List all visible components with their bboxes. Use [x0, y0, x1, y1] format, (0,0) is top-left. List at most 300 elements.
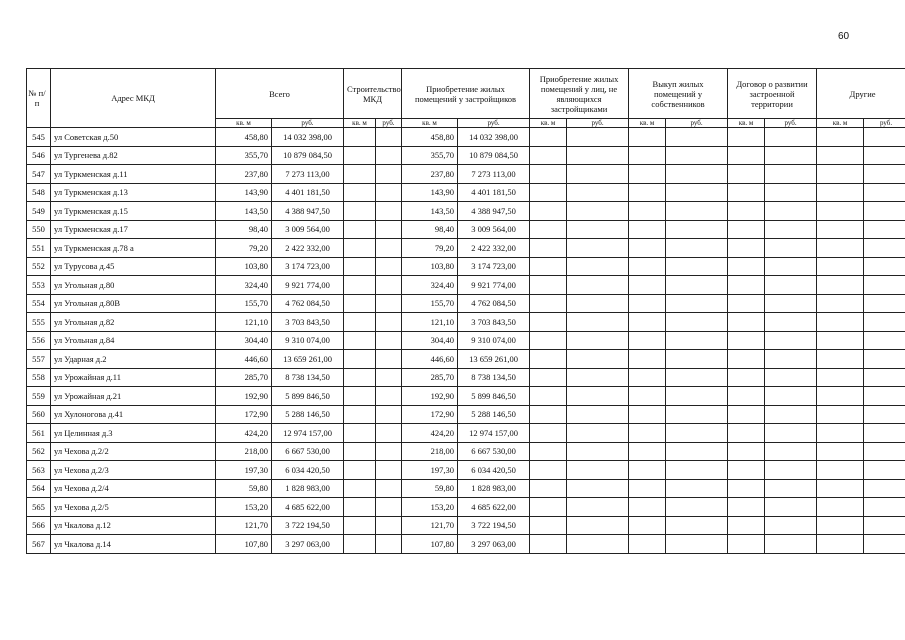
- row-address: ул Чкалова д.12: [51, 516, 216, 535]
- row-developer-rub: 4 388 947,50: [458, 202, 530, 221]
- row-nondeveloper-rub: [567, 257, 629, 276]
- row-address: ул Чехова д.2/3: [51, 461, 216, 480]
- unit-header: руб.: [666, 119, 728, 128]
- row-other-rub: [864, 442, 905, 461]
- row-total-area: 192,90: [216, 387, 272, 406]
- row-buyout-rub: [666, 368, 728, 387]
- row-nondeveloper-rub: [567, 128, 629, 147]
- row-contract-area: [728, 350, 765, 369]
- table-row: [27, 294, 905, 313]
- row-contract-area: [728, 498, 765, 517]
- row-other-area: [817, 183, 864, 202]
- row-nondeveloper-rub: [567, 461, 629, 480]
- row-buyout-area: [629, 202, 666, 221]
- row-total-area: 446,60: [216, 350, 272, 369]
- row-nondeveloper-rub: [567, 368, 629, 387]
- row-number: 557: [27, 350, 51, 369]
- row-construction-rub: [376, 350, 402, 369]
- row-construction-area: [344, 239, 376, 258]
- row-other-rub: [864, 294, 905, 313]
- row-developer-area: 446,60: [402, 350, 458, 369]
- row-contract-rub: [765, 294, 817, 313]
- header-no: № п/п: [27, 69, 51, 128]
- row-contract-area: [728, 331, 765, 350]
- row-total-rub: 9 921 774,00: [272, 276, 344, 295]
- row-total-rub: 4 685 622,00: [272, 498, 344, 517]
- row-developer-area: 121,70: [402, 516, 458, 535]
- row-buyout-rub: [666, 405, 728, 424]
- row-construction-rub: [376, 424, 402, 443]
- row-developer-rub: 6 667 530,00: [458, 442, 530, 461]
- row-total-area: 121,70: [216, 516, 272, 535]
- row-construction-rub: [376, 442, 402, 461]
- row-number: 551: [27, 239, 51, 258]
- row-developer-rub: 10 879 084,50: [458, 146, 530, 165]
- row-number: 558: [27, 368, 51, 387]
- row-other-rub: [864, 202, 905, 221]
- row-construction-area: [344, 276, 376, 295]
- row-address: ул Туркменская д.78 а: [51, 239, 216, 258]
- row-developer-rub: 3 297 063,00: [458, 535, 530, 554]
- row-developer-area: 237,80: [402, 165, 458, 184]
- row-other-rub: [864, 516, 905, 535]
- row-contract-rub: [765, 479, 817, 498]
- row-nondeveloper-area: [530, 424, 567, 443]
- row-buyout-rub: [666, 461, 728, 480]
- row-buyout-rub: [666, 146, 728, 165]
- row-total-area: 237,80: [216, 165, 272, 184]
- row-nondeveloper-area: [530, 165, 567, 184]
- row-developer-area: 197,30: [402, 461, 458, 480]
- page-number: 60: [838, 31, 850, 42]
- row-buyout-rub: [666, 516, 728, 535]
- row-nondeveloper-rub: [567, 146, 629, 165]
- table-row: [27, 220, 905, 239]
- row-nondeveloper-rub: [567, 276, 629, 295]
- row-developer-area: 355,70: [402, 146, 458, 165]
- row-total-area: 285,70: [216, 368, 272, 387]
- row-buyout-area: [629, 276, 666, 295]
- row-number: 553: [27, 276, 51, 295]
- row-buyout-area: [629, 498, 666, 517]
- row-nondeveloper-rub: [567, 220, 629, 239]
- row-developer-rub: 3 174 723,00: [458, 257, 530, 276]
- row-buyout-area: [629, 183, 666, 202]
- row-other-area: [817, 313, 864, 332]
- table-row: [27, 368, 905, 387]
- row-buyout-rub: [666, 313, 728, 332]
- row-number: 565: [27, 498, 51, 517]
- row-total-rub: 5 899 846,50: [272, 387, 344, 406]
- row-address: ул Туркменская д.15: [51, 202, 216, 221]
- row-number: 567: [27, 535, 51, 554]
- row-construction-area: [344, 424, 376, 443]
- row-other-area: [817, 146, 864, 165]
- row-contract-rub: [765, 387, 817, 406]
- row-other-area: [817, 128, 864, 147]
- row-number: 548: [27, 183, 51, 202]
- row-nondeveloper-rub: [567, 331, 629, 350]
- header-development-contract: Договор о развитии застроенной территории: [728, 69, 817, 119]
- row-total-rub: 4 762 084,50: [272, 294, 344, 313]
- row-nondeveloper-area: [530, 516, 567, 535]
- row-other-rub: [864, 239, 905, 258]
- row-developer-rub: 4 401 181,50: [458, 183, 530, 202]
- row-other-rub: [864, 479, 905, 498]
- row-address: ул Чехова д.2/4: [51, 479, 216, 498]
- row-construction-rub: [376, 202, 402, 221]
- row-nondeveloper-rub: [567, 313, 629, 332]
- row-other-area: [817, 257, 864, 276]
- row-contract-rub: [765, 165, 817, 184]
- row-buyout-area: [629, 535, 666, 554]
- row-number: 556: [27, 331, 51, 350]
- row-construction-rub: [376, 239, 402, 258]
- row-developer-rub: 4 685 622,00: [458, 498, 530, 517]
- row-contract-area: [728, 387, 765, 406]
- table-row: [27, 202, 905, 221]
- row-construction-rub: [376, 498, 402, 517]
- row-address: ул Туркменская д.13: [51, 183, 216, 202]
- unit-header: руб.: [376, 119, 402, 128]
- row-buyout-area: [629, 368, 666, 387]
- row-buyout-area: [629, 165, 666, 184]
- row-construction-area: [344, 479, 376, 498]
- table-row: [27, 479, 905, 498]
- row-total-area: 59,80: [216, 479, 272, 498]
- row-other-area: [817, 220, 864, 239]
- row-nondeveloper-area: [530, 220, 567, 239]
- row-construction-area: [344, 146, 376, 165]
- row-total-area: 98,40: [216, 220, 272, 239]
- row-buyout-area: [629, 442, 666, 461]
- row-construction-area: [344, 498, 376, 517]
- row-developer-area: 107,80: [402, 535, 458, 554]
- row-contract-rub: [765, 350, 817, 369]
- row-number: 555: [27, 313, 51, 332]
- row-buyout-area: [629, 257, 666, 276]
- table-row: [27, 313, 905, 332]
- row-address: ул Советская д.50: [51, 128, 216, 147]
- row-developer-area: 424,20: [402, 424, 458, 443]
- housing-table: [26, 68, 905, 554]
- unit-header: руб.: [864, 119, 905, 128]
- row-developer-rub: 3 009 564,00: [458, 220, 530, 239]
- row-nondeveloper-area: [530, 331, 567, 350]
- row-address: ул Угольная д.82: [51, 313, 216, 332]
- row-nondeveloper-rub: [567, 202, 629, 221]
- row-number: 564: [27, 479, 51, 498]
- table-row: [27, 183, 905, 202]
- row-other-rub: [864, 257, 905, 276]
- table-row: [27, 442, 905, 461]
- row-buyout-area: [629, 313, 666, 332]
- row-other-rub: [864, 387, 905, 406]
- row-contract-area: [728, 516, 765, 535]
- row-buyout-rub: [666, 239, 728, 258]
- row-buyout-area: [629, 220, 666, 239]
- row-buyout-area: [629, 331, 666, 350]
- row-nondeveloper-area: [530, 368, 567, 387]
- row-developer-area: 59,80: [402, 479, 458, 498]
- row-nondeveloper-area: [530, 128, 567, 147]
- row-contract-area: [728, 424, 765, 443]
- row-total-rub: 6 034 420,50: [272, 461, 344, 480]
- row-total-rub: 2 422 332,00: [272, 239, 344, 258]
- row-other-rub: [864, 368, 905, 387]
- row-nondeveloper-area: [530, 183, 567, 202]
- row-other-rub: [864, 313, 905, 332]
- row-developer-area: 324,40: [402, 276, 458, 295]
- row-nondeveloper-area: [530, 442, 567, 461]
- row-contract-rub: [765, 220, 817, 239]
- row-buyout-area: [629, 387, 666, 406]
- row-contract-rub: [765, 313, 817, 332]
- row-buyout-area: [629, 239, 666, 258]
- header-buyout: Выкуп жилых помещений у собственников: [629, 69, 728, 119]
- row-number: 550: [27, 220, 51, 239]
- row-total-area: 424,20: [216, 424, 272, 443]
- row-buyout-area: [629, 405, 666, 424]
- row-nondeveloper-rub: [567, 516, 629, 535]
- row-other-rub: [864, 461, 905, 480]
- row-total-area: 172,90: [216, 405, 272, 424]
- row-number: 545: [27, 128, 51, 147]
- row-buyout-rub: [666, 257, 728, 276]
- table-row: [27, 424, 905, 443]
- row-other-area: [817, 461, 864, 480]
- row-construction-area: [344, 165, 376, 184]
- row-address: ул Чехова д.2/2: [51, 442, 216, 461]
- row-other-rub: [864, 350, 905, 369]
- row-buyout-rub: [666, 350, 728, 369]
- row-construction-rub: [376, 257, 402, 276]
- row-construction-rub: [376, 183, 402, 202]
- row-nondeveloper-area: [530, 313, 567, 332]
- row-contract-area: [728, 313, 765, 332]
- unit-header: руб.: [567, 119, 629, 128]
- row-construction-area: [344, 442, 376, 461]
- row-developer-area: 155,70: [402, 294, 458, 313]
- row-construction-area: [344, 405, 376, 424]
- row-developer-rub: 12 974 157,00: [458, 424, 530, 443]
- header-purchase-nondevelopers: Приобретение жилых помещений у лиц, не являющихся застройщиками: [530, 69, 629, 119]
- row-other-area: [817, 202, 864, 221]
- row-nondeveloper-area: [530, 239, 567, 258]
- row-developer-area: 153,20: [402, 498, 458, 517]
- row-nondeveloper-rub: [567, 498, 629, 517]
- row-address: ул Тургенева д.82: [51, 146, 216, 165]
- row-total-area: 143,50: [216, 202, 272, 221]
- row-developer-rub: 1 828 983,00: [458, 479, 530, 498]
- row-nondeveloper-rub: [567, 479, 629, 498]
- row-construction-area: [344, 535, 376, 554]
- row-other-area: [817, 294, 864, 313]
- row-address: ул Туркменская д.11: [51, 165, 216, 184]
- row-other-rub: [864, 535, 905, 554]
- row-developer-area: 192,90: [402, 387, 458, 406]
- header-row: [27, 69, 905, 119]
- unit-header: кв. м: [216, 119, 272, 128]
- row-total-area: 103,80: [216, 257, 272, 276]
- row-other-area: [817, 535, 864, 554]
- row-construction-rub: [376, 405, 402, 424]
- row-developer-rub: 8 738 134,50: [458, 368, 530, 387]
- row-construction-rub: [376, 165, 402, 184]
- unit-header: руб.: [272, 119, 344, 128]
- row-construction-area: [344, 331, 376, 350]
- row-nondeveloper-rub: [567, 294, 629, 313]
- row-contract-rub: [765, 276, 817, 295]
- row-total-rub: 3 703 843,50: [272, 313, 344, 332]
- unit-header: кв. м: [629, 119, 666, 128]
- row-nondeveloper-area: [530, 535, 567, 554]
- row-other-area: [817, 516, 864, 535]
- table-row: [27, 276, 905, 295]
- row-construction-rub: [376, 479, 402, 498]
- row-developer-area: 304,40: [402, 331, 458, 350]
- row-contract-rub: [765, 461, 817, 480]
- row-construction-area: [344, 202, 376, 221]
- row-developer-area: 143,50: [402, 202, 458, 221]
- row-developer-rub: 2 422 332,00: [458, 239, 530, 258]
- row-contract-area: [728, 368, 765, 387]
- row-developer-rub: 6 034 420,50: [458, 461, 530, 480]
- row-total-rub: 3 174 723,00: [272, 257, 344, 276]
- row-address: ул Чкалова д.14: [51, 535, 216, 554]
- row-developer-rub: 14 032 398,00: [458, 128, 530, 147]
- row-contract-area: [728, 535, 765, 554]
- row-developer-rub: 9 310 074,00: [458, 331, 530, 350]
- row-address: ул Урожайная д.21: [51, 387, 216, 406]
- table-row: [27, 498, 905, 517]
- row-buyout-area: [629, 146, 666, 165]
- row-total-rub: 5 288 146,50: [272, 405, 344, 424]
- row-buyout-rub: [666, 424, 728, 443]
- unit-header: кв. м: [530, 119, 567, 128]
- row-contract-rub: [765, 498, 817, 517]
- row-buyout-area: [629, 424, 666, 443]
- row-construction-rub: [376, 294, 402, 313]
- header-construction: Строительство МКД: [344, 69, 402, 119]
- row-total-rub: 6 667 530,00: [272, 442, 344, 461]
- table-row: [27, 165, 905, 184]
- row-total-area: 153,20: [216, 498, 272, 517]
- row-address: ул Угольная д.80: [51, 276, 216, 295]
- row-contract-rub: [765, 202, 817, 221]
- row-nondeveloper-rub: [567, 165, 629, 184]
- row-address: ул Угольная д.84: [51, 331, 216, 350]
- unit-header: кв. м: [402, 119, 458, 128]
- row-address: ул Ударная д.2: [51, 350, 216, 369]
- row-contract-area: [728, 202, 765, 221]
- row-total-rub: 7 273 113,00: [272, 165, 344, 184]
- row-contract-rub: [765, 183, 817, 202]
- row-nondeveloper-area: [530, 202, 567, 221]
- row-developer-area: 98,40: [402, 220, 458, 239]
- row-developer-area: 218,00: [402, 442, 458, 461]
- row-nondeveloper-rub: [567, 239, 629, 258]
- row-total-rub: 9 310 074,00: [272, 331, 344, 350]
- row-buyout-rub: [666, 165, 728, 184]
- row-other-rub: [864, 424, 905, 443]
- row-number: 560: [27, 405, 51, 424]
- row-nondeveloper-area: [530, 146, 567, 165]
- row-other-rub: [864, 276, 905, 295]
- header-address: Адрес МКД: [51, 69, 216, 128]
- row-other-area: [817, 368, 864, 387]
- row-developer-area: 143,90: [402, 183, 458, 202]
- row-address: ул Угольная д.80В: [51, 294, 216, 313]
- row-address: ул Туркменская д.17: [51, 220, 216, 239]
- row-total-area: 155,70: [216, 294, 272, 313]
- row-other-area: [817, 405, 864, 424]
- row-developer-rub: 4 762 084,50: [458, 294, 530, 313]
- row-nondeveloper-area: [530, 387, 567, 406]
- unit-header: кв. м: [817, 119, 864, 128]
- row-buyout-rub: [666, 183, 728, 202]
- row-nondeveloper-rub: [567, 387, 629, 406]
- row-nondeveloper-rub: [567, 442, 629, 461]
- header-purchase-developers: Приобретение жилых помещений у застройщиков: [402, 69, 530, 119]
- row-construction-rub: [376, 387, 402, 406]
- row-contract-area: [728, 165, 765, 184]
- row-other-area: [817, 479, 864, 498]
- row-buyout-area: [629, 461, 666, 480]
- row-nondeveloper-rub: [567, 535, 629, 554]
- row-contract-area: [728, 442, 765, 461]
- row-contract-rub: [765, 239, 817, 258]
- row-contract-rub: [765, 146, 817, 165]
- row-other-rub: [864, 165, 905, 184]
- row-address: ул Хулоногова д.41: [51, 405, 216, 424]
- row-number: 566: [27, 516, 51, 535]
- unit-header: руб.: [765, 119, 817, 128]
- row-construction-area: [344, 387, 376, 406]
- row-number: 546: [27, 146, 51, 165]
- row-nondeveloper-area: [530, 405, 567, 424]
- unit-header: кв. м: [728, 119, 765, 128]
- table-row: [27, 461, 905, 480]
- row-contract-area: [728, 220, 765, 239]
- row-total-area: 107,80: [216, 535, 272, 554]
- row-contract-area: [728, 257, 765, 276]
- row-construction-rub: [376, 128, 402, 147]
- row-address: ул Чехова д.2/5: [51, 498, 216, 517]
- row-construction-area: [344, 183, 376, 202]
- row-number: 559: [27, 387, 51, 406]
- row-nondeveloper-rub: [567, 424, 629, 443]
- table-body: [27, 128, 905, 554]
- row-other-rub: [864, 128, 905, 147]
- row-contract-rub: [765, 424, 817, 443]
- row-contract-area: [728, 461, 765, 480]
- row-number: 552: [27, 257, 51, 276]
- row-other-rub: [864, 498, 905, 517]
- row-construction-rub: [376, 331, 402, 350]
- row-total-rub: 4 401 181,50: [272, 183, 344, 202]
- row-construction-rub: [376, 276, 402, 295]
- row-nondeveloper-area: [530, 294, 567, 313]
- table-row: [27, 257, 905, 276]
- table-row: [27, 516, 905, 535]
- row-buyout-area: [629, 479, 666, 498]
- row-contract-rub: [765, 442, 817, 461]
- row-buyout-rub: [666, 202, 728, 221]
- row-construction-area: [344, 516, 376, 535]
- row-total-rub: 3 297 063,00: [272, 535, 344, 554]
- row-total-area: 458,80: [216, 128, 272, 147]
